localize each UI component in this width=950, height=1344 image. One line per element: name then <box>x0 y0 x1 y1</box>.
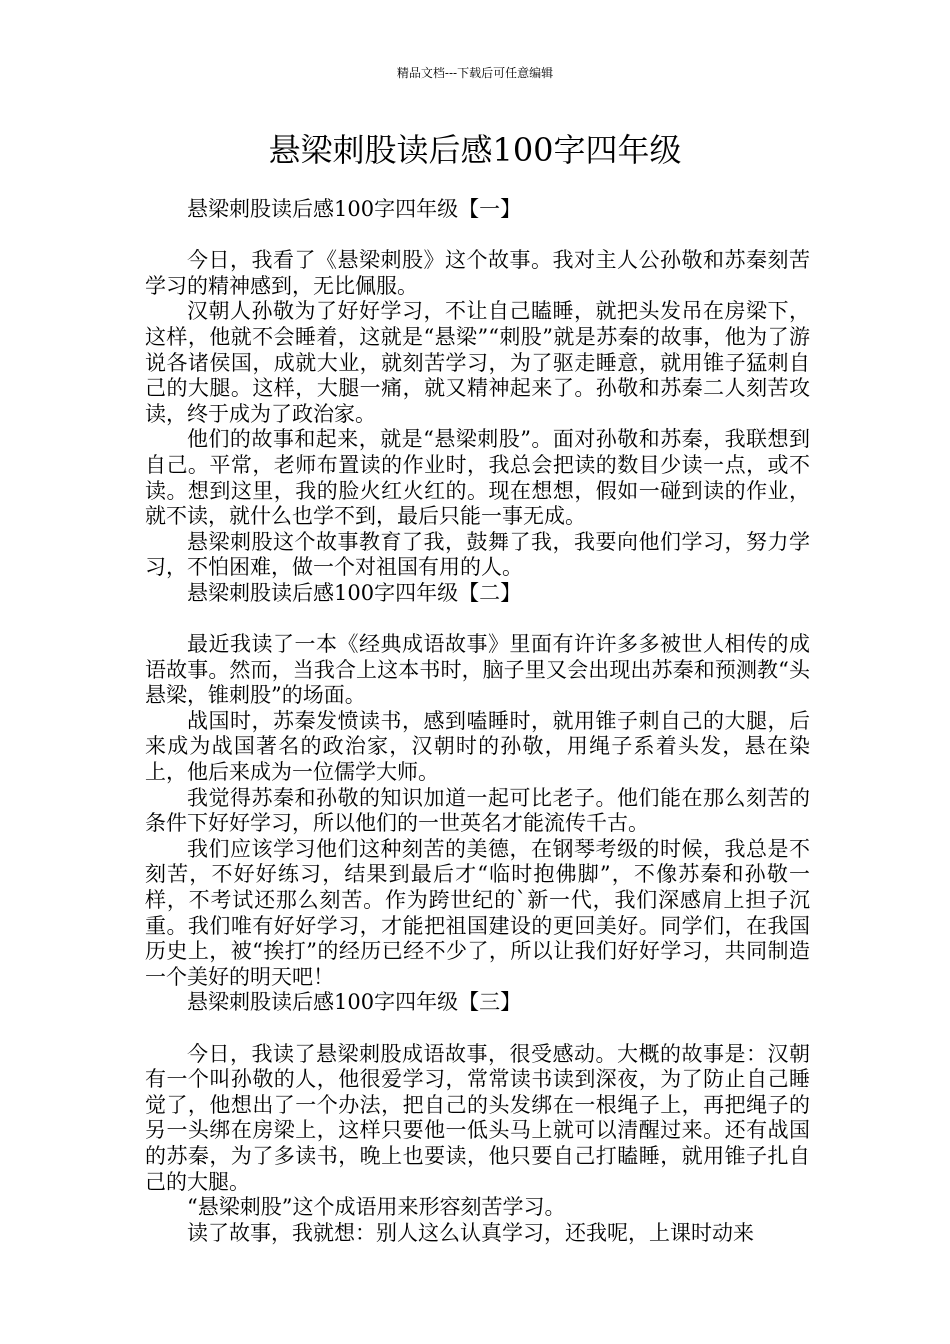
section-heading-2: 悬梁刺股读后感100字四年级【二】 <box>187 580 522 605</box>
paragraph: “悬梁刺股”这个成语用来形容刻苦学习。 <box>187 1195 566 1220</box>
paragraph: 我们应该学习他们这种刻苦的美德，在钢琴考级的时候，我总是不刻苦，不好好练习，结果到最后才“临时抱佛脚”，不像苏秦和孙敬一样，不考试还那么刻苦。作为跨世纪的`新一代，我们深感肩上担子沉重。我们唯有好好学习，才能把祖国建设的更回美好。同学们，在我国历史上，被“挨打”的经历已经不少了，所以让我们好好学习，共同制造一个美好的明天吧！ <box>145 836 810 989</box>
paragraph: 读了故事，我就想：别人这么认真学习，还我呢，上课时动来 <box>187 1220 754 1245</box>
paragraph: 今日，我读了悬梁刺股成语故事，很受感动。大概的故事是：汉朝有一个叫孙敬的人，他很爱学习，常常读书读到深夜，为了防止自己睡觉了，他想出了一个办法，把自己的头发绑在一根绳子上，再把绳子的另一头绑在房梁上，这样只要他一低头马上就可以清醒过来。还有战国的苏秦，为了多读书，晚上也要读，他只要自己打瞌睡，就用锥子扎自己的大腿。 <box>145 1041 810 1194</box>
document-body <box>145 195 810 1246</box>
paragraph: 战国时，苏秦发愤读书，感到嗑睡时，就用锥子刺自己的大腿，后来成为战国著名的政治家，汉朝时的孙敬，用绳子系着头发，悬在染上，他后来成为一位儒学大师。 <box>145 708 810 785</box>
section-heading-3: 悬梁刺股读后感100字四年级【三】 <box>187 990 522 1015</box>
paragraph: 汉朝人孙敬为了好好学习，不让自己瞌睡，就把头发吊在房梁下，这样，他就不会睡着，这就是“悬梁”“刺股”就是苏秦的故事，他为了游说各诸侯国，成就大业，就刻苦学习，为了驱走睡意，就用锥子猛刺自己的大腿。这样，大腿一痛，就又精神起来了。孙敬和苏秦二人刻苦攻读，终于成为了政治家。 <box>145 299 810 426</box>
paragraph: 我觉得苏秦和孙敬的知识加道一起可比老子。他们能在那么刻苦的条件下好好学习，所以他们的一世英名才能流传千古。 <box>145 785 810 836</box>
paragraph: 最近我读了一本《经典成语故事》里面有许许多多被世人相传的成语故事。然而，当我合上这本书时，脑子里又会出现出苏秦和预测教“头悬梁，锥刺股”的场面。 <box>145 632 810 708</box>
header-note: 精品文档---下载后可任意编辑 <box>396 66 554 80</box>
paragraph: 悬梁刺股这个故事教育了我，鼓舞了我，我要向他们学习，努力学习，不怕困难，做一个对祖国有用的人。 <box>145 529 810 580</box>
section-heading-1: 悬梁刺股读后感100字四年级【一】 <box>187 197 522 221</box>
document-title: 悬梁刺股读后感100字四年级 <box>268 131 682 169</box>
paragraph: 他们的故事和起来，就是“悬梁刺股”。面对孙敬和苏秦，我联想到自己。平常，老师布置读的作业时，我总会把读的数目少读一点，或不读。想到这里，我的脸火红火红的。现在想想，假如一碰到读的作业，就不读，就什么也学不到，最后只能一事无成。 <box>145 427 810 529</box>
paragraph: 今日，我看了《悬梁刺股》这个故事。我对主人公孙敬和苏秦刻苦学习的精神感到，无比佩服。 <box>145 248 810 298</box>
